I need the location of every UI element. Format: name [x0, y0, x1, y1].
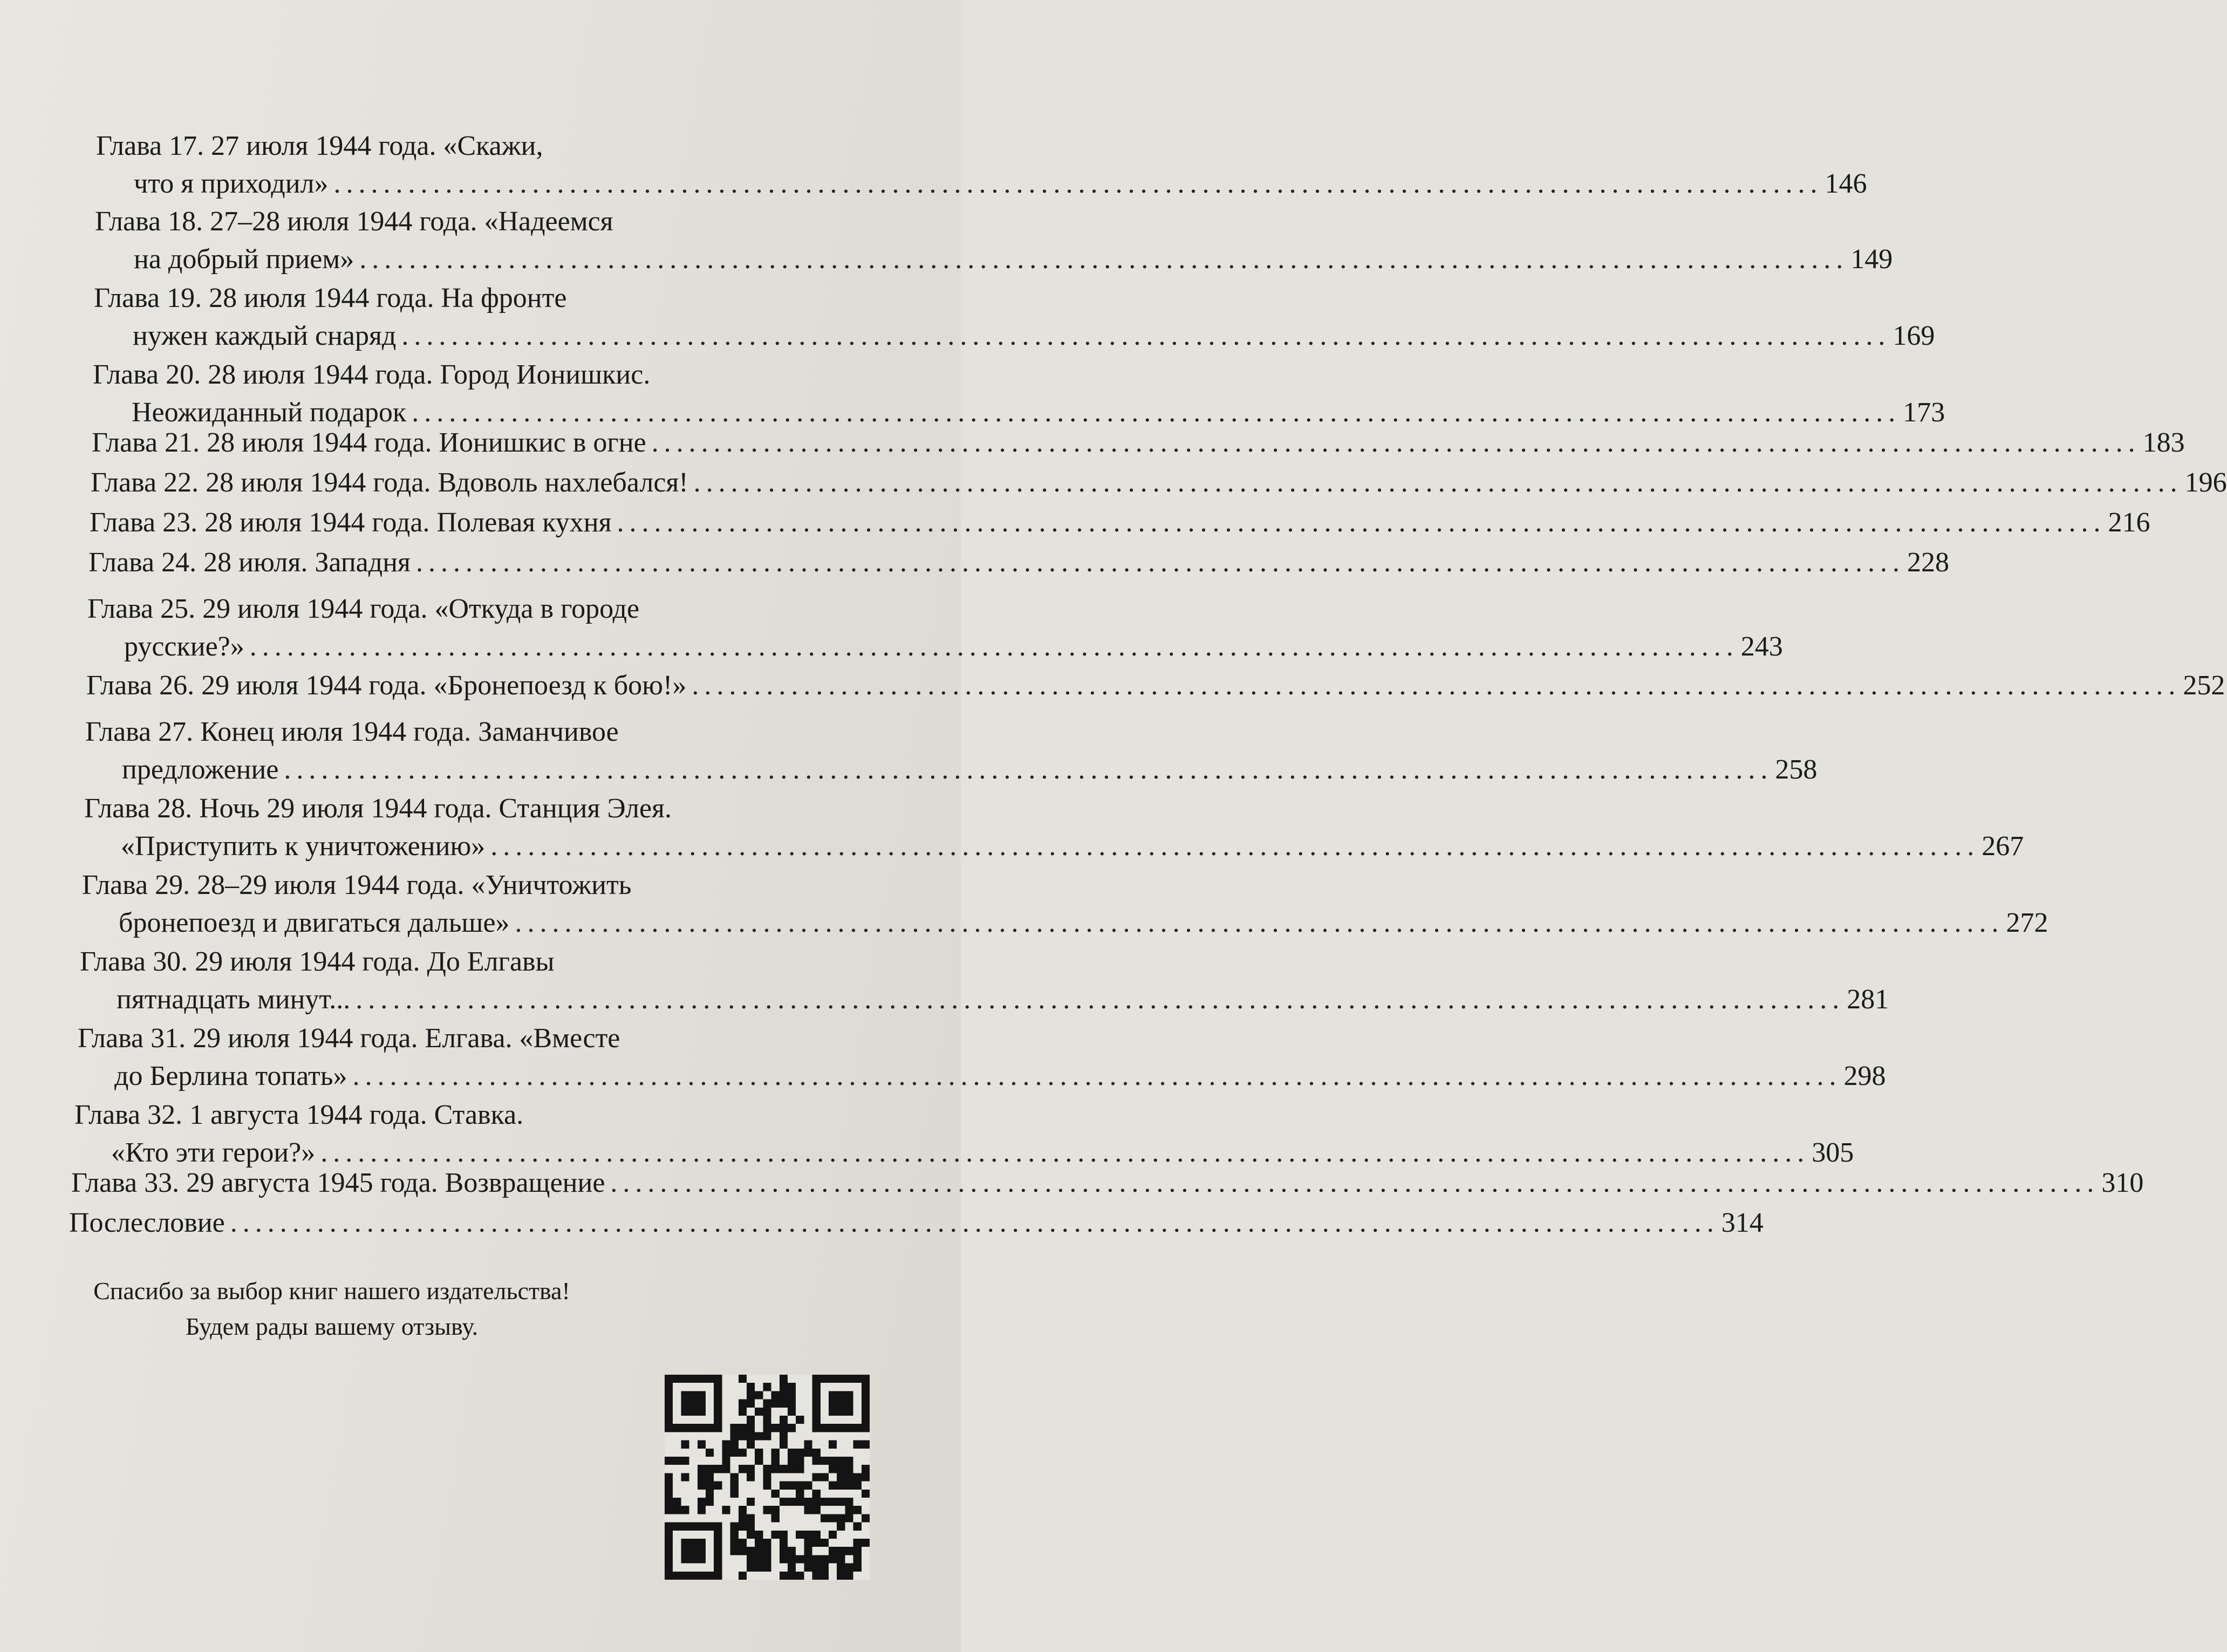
dot-leader: ........................................................................................................................	[320, 1137, 1810, 1168]
toc-title-text: «Кто эти герои?»	[111, 1137, 316, 1168]
toc-title-text: пятнадцать минут...	[117, 984, 351, 1015]
dot-leader: ........................................................................................................................	[412, 397, 1901, 428]
toc-title-text: что я приходил»	[134, 168, 329, 199]
page-number: 281	[1847, 984, 1889, 1015]
page-number: 169	[1893, 320, 1935, 351]
toc-title-line	[94, 279, 893, 317]
toc-title-line	[88, 544, 1949, 582]
dot-leader: ........................................................................................................................	[230, 1207, 1719, 1238]
dot-leader: ........................................................................................................................	[692, 670, 2181, 701]
toc-title-text: Глава 33. 29 августа 1945 года. Возвращение	[71, 1168, 605, 1198]
toc-title-text: предложение	[122, 754, 279, 785]
dot-leader: ........................................................................................................................	[490, 831, 1980, 862]
toc-title-line	[95, 203, 893, 241]
dot-leader: ........................................................................................................................	[352, 1061, 1842, 1091]
dot-leader: ........................................................................................................................	[693, 467, 2183, 498]
toc-title-text: Глава 27. Конец июля 1944 года. Заманчивое	[85, 716, 619, 747]
dot-leader: ........................................................................................................................	[249, 631, 1739, 662]
dot-leader: ........................................................................................................................	[356, 984, 1845, 1015]
toc-title-text: бронепоезд и двигаться дальше»	[119, 907, 510, 938]
toc-title-continuation	[122, 751, 1818, 789]
toc-title-continuation	[114, 1057, 1886, 1095]
page-number: 305	[1812, 1137, 1854, 1168]
toc-title-text: Глава 22. 28 июля 1944 года. Вдоволь нахлебался!	[91, 467, 688, 498]
toc-title-line	[84, 790, 893, 828]
page-number: 216	[2108, 507, 2150, 538]
publisher-message	[32, 1273, 631, 1344]
page-number: 183	[2142, 427, 2185, 458]
toc-title-continuation	[124, 628, 1783, 666]
toc-title-text: Глава 21. 28 июля 1944 года. Ионишкис в огне	[92, 427, 646, 458]
toc-title-text: Глава 30. 29 июля 1944 года. До Елгавы	[80, 946, 555, 977]
dot-leader: ........................................................................................................................	[515, 907, 2004, 938]
toc-title-continuation	[133, 317, 1935, 355]
toc-title-text: Глава 26. 29 июля 1944 года. «Бронепоезд к бою!»	[86, 670, 687, 701]
toc-title-text: Глава 20. 28 июля 1944 года. Город Ионишкис.	[93, 359, 651, 390]
toc-title-text: Глава 31. 29 июля 1944 года. Елгава. «Вместе	[78, 1023, 620, 1054]
toc-title-line	[96, 127, 893, 165]
dot-leader: ........................................................................................................................	[610, 1168, 2100, 1198]
toc-title-text: Глава 18. 27–28 июля 1944 года. «Надеемся	[95, 206, 613, 237]
page-number: 258	[1775, 754, 1818, 785]
dot-leader: ........................................................................................................................	[333, 168, 1823, 199]
toc-title-text: Неожиданный подарок	[132, 397, 407, 428]
toc-title-continuation	[134, 241, 1893, 278]
toc-title-continuation	[117, 981, 1889, 1019]
page-number: 272	[2006, 907, 2048, 938]
page-number: 252	[2183, 670, 2225, 701]
qr-code-icon[interactable]	[665, 1375, 870, 1580]
page-number: 149	[1850, 244, 1893, 275]
toc-title-continuation	[121, 828, 2024, 865]
toc-title-line	[82, 866, 893, 904]
toc-title-text: «Приступить к уничтожению»	[121, 831, 486, 862]
toc-title-continuation	[119, 904, 2048, 942]
toc-title-text: русские?»	[124, 631, 244, 662]
toc-title-line	[74, 1096, 893, 1134]
toc-title-continuation	[134, 165, 1867, 203]
toc-title-text: на добрый прием»	[134, 244, 354, 275]
toc-title-text: нужен каждый снаряд	[133, 320, 397, 351]
toc-title-text: Глава 25. 29 июля 1944 года. «Откуда в городе	[87, 593, 640, 624]
toc-title-line	[80, 943, 893, 981]
toc-title-line	[91, 464, 2227, 502]
toc-title-line	[90, 504, 2150, 542]
review-request-line: Будем рады вашему отзыву.	[185, 1313, 479, 1340]
dot-leader: ........................................................................................................................	[651, 427, 2141, 458]
toc-title-text: Глава 24. 28 июля. Западня	[88, 547, 411, 578]
page-number: 267	[1982, 831, 2024, 862]
page-number: 196	[2184, 467, 2227, 498]
dot-leader: ........................................................................................................................	[415, 547, 1905, 578]
page-number: 228	[1907, 547, 1949, 578]
page-number: 243	[1740, 631, 1783, 662]
toc-title-text: до Берлина топать»	[114, 1061, 347, 1091]
toc-title-line	[85, 713, 893, 751]
toc-title-text: Глава 23. 28 июля 1944 года. Полевая кухня	[90, 507, 612, 538]
page-number: 314	[1721, 1207, 1764, 1238]
toc-title-text: Глава 29. 28–29 июля 1944 года. «Уничтожить	[82, 870, 632, 900]
toc-title-line	[78, 1020, 893, 1057]
page-number: 310	[2101, 1168, 2144, 1198]
toc-title-line	[69, 1204, 1764, 1242]
page-number: 298	[1843, 1061, 1886, 1091]
dot-leader: ........................................................................................................................	[401, 320, 1891, 351]
thanks-line: Спасибо за выбор книг нашего издательства!	[93, 1277, 570, 1305]
toc-title-text: Послесловие	[69, 1207, 225, 1238]
toc-title-text: Глава 32. 1 августа 1944 года. Ставка.	[74, 1100, 524, 1130]
toc-title-text: Глава 17. 27 июля 1944 года. «Скажи,	[96, 131, 543, 161]
page-number: 146	[1825, 168, 1867, 199]
toc-title-line	[87, 590, 893, 628]
toc-title-line	[71, 1164, 2144, 1202]
dot-leader: ........................................................................................................................	[617, 507, 2106, 538]
dot-leader: ........................................................................................................................	[359, 244, 1849, 275]
page-number: 173	[1903, 397, 1945, 428]
toc-title-text: Глава 19. 28 июля 1944 года. На фронте	[94, 283, 567, 313]
toc-title-line	[92, 424, 2185, 462]
dot-leader: ........................................................................................................................	[284, 754, 1773, 785]
toc-title-line	[86, 667, 2225, 705]
toc-title-text: Глава 28. Ночь 29 июля 1944 года. Станция Элея.	[84, 793, 672, 824]
toc-title-line	[93, 356, 893, 394]
